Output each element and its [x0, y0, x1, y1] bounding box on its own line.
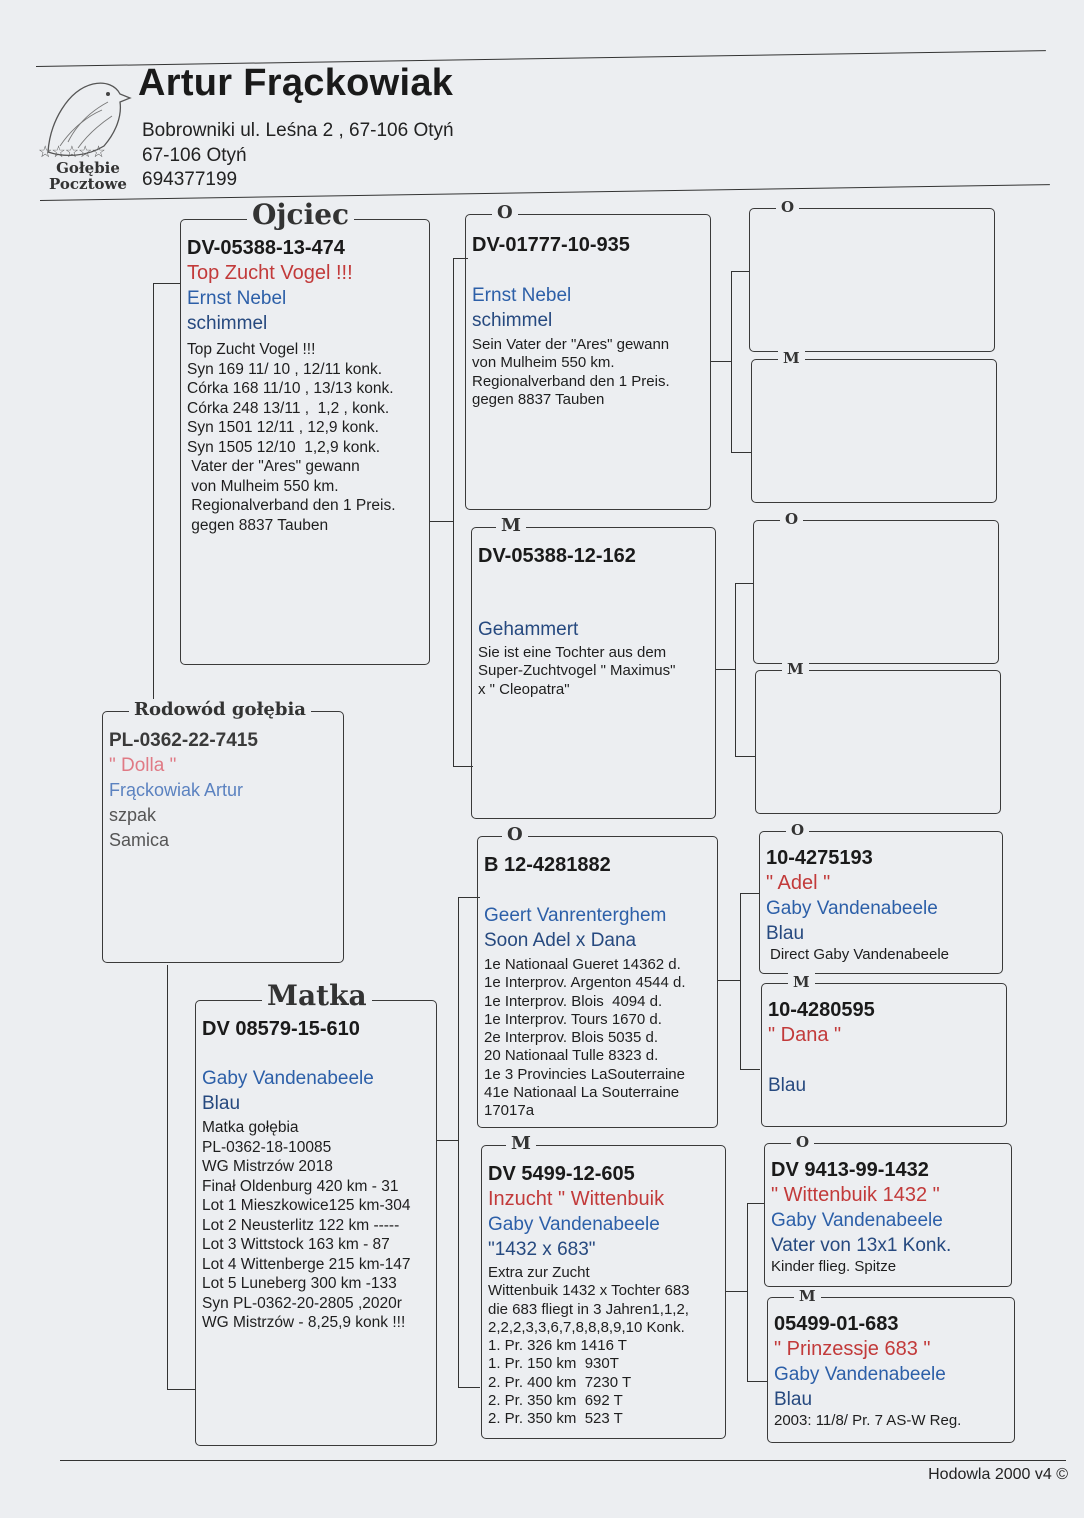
breeder-name: Artur Frąckowiak — [138, 62, 454, 104]
subject-name: " Dolla " — [109, 755, 177, 776]
mmf-label: O — [791, 1133, 814, 1151]
logo-text-line-2: Pocztowe — [49, 175, 127, 193]
mmf-ring: DV 9413-99-1432 — [771, 1159, 929, 1181]
subject-box — [102, 699, 344, 963]
fm-notes: Sie ist eine Tochter aus dem Super-Zuchtvogel " Maximus" x " Cleopatra" — [478, 644, 676, 698]
subject-sex: Samica — [109, 830, 170, 850]
mf-notes: 1e Nationaal Gueret 14362 d. 1e Interprov. Argenton 4544 d. 1e Interprov. Blois 4094 d. 1e Interprov. Tours 1670 d. 2e Interprov. Blois 5035 d. 20 Nationaal Tulle 8323 d. 1e 3 Provincies LaSouterraine 41e Nationaal La Souterraine 17017a — [484, 956, 686, 1120]
mmm-notes: 2003: 11/8/ Pr. 7 AS-W Reg. — [774, 1412, 962, 1429]
mmf-box — [764, 1133, 1012, 1287]
connector — [731, 271, 732, 452]
connector — [718, 980, 740, 981]
fm-box — [471, 515, 716, 819]
breeder-address: Bobrowniki ul. Leśna 2 , 67-106 Otyń — [142, 120, 454, 141]
father-color: schimmel — [187, 313, 268, 334]
connector — [735, 583, 753, 584]
connector — [437, 1140, 458, 1141]
mmm-box — [767, 1287, 1015, 1443]
mmf-notes: Kinder flieg. Spitze — [771, 1258, 897, 1275]
mmm-color: Blau — [774, 1389, 813, 1410]
connector — [747, 1203, 748, 1381]
connector — [716, 669, 735, 670]
connector — [167, 965, 168, 1389]
subject-ring: PL-0362-22-7415 — [109, 730, 258, 751]
mf-ring: B 12-4281882 — [484, 854, 611, 876]
fff-box — [749, 198, 995, 352]
connector — [458, 897, 459, 1387]
fmf-box — [753, 510, 999, 664]
connector — [711, 361, 731, 362]
mm-breeder: Gaby Vandenabeele — [488, 1214, 660, 1235]
fmm-box — [755, 660, 1001, 814]
mff-box — [759, 821, 1003, 974]
stars-icon: ☆☆☆☆☆ — [38, 144, 105, 161]
connector — [458, 1387, 480, 1388]
father-name: Top Zucht Vogel !!! — [187, 262, 353, 284]
connector — [430, 521, 453, 522]
subject-color: szpak — [109, 805, 157, 825]
father-box — [180, 198, 430, 665]
connector — [725, 1291, 747, 1292]
mmm-ring: 05499-01-683 — [774, 1313, 899, 1335]
connector — [453, 258, 454, 766]
father-ring: DV-05388-13-474 — [187, 237, 345, 259]
mfm-ring: 10-4280595 — [768, 999, 875, 1021]
ff-breeder: Ernst Nebel — [472, 285, 572, 306]
ffm-label: M — [778, 349, 805, 367]
fm-ring: DV-05388-12-162 — [478, 545, 636, 567]
fm-color: Gehammert — [478, 619, 579, 640]
mother-color: Blau — [202, 1093, 241, 1114]
connector — [740, 893, 741, 1069]
fff-label: O — [776, 198, 799, 216]
mfm-label: M — [788, 973, 815, 991]
subject-breeder: Frąckowiak Artur — [109, 780, 244, 800]
ff-ring: DV-01777-10-935 — [472, 234, 630, 256]
mm-box — [481, 1133, 726, 1439]
ff-color: schimmel — [472, 310, 553, 331]
mother-box — [195, 979, 437, 1446]
mfm-color: Blau — [768, 1075, 807, 1096]
father-notes: Top Zucht Vogel !!! Syn 169 11/ 10 , 12/11 konk. Córka 168 11/10 , 13/13 konk. Córka 248 13/11 , 1,2 , konk. Syn 1501 12/11 , 12,9 konk. Syn 1505 12/10 1,2,9 konk. Vater der "Ares" gewann von Mulheim 550 km. Regionalverband den 1 Preis. gegen 8837 Tauben — [187, 341, 396, 534]
connector — [740, 1069, 760, 1070]
mff-color: Blau — [766, 923, 805, 944]
breeder-phone: 694377199 — [142, 169, 238, 190]
mother-breeder: Gaby Vandenabeele — [202, 1068, 374, 1089]
connector — [153, 283, 180, 284]
connector — [747, 1381, 767, 1382]
connector — [167, 1389, 195, 1390]
mf-box — [477, 824, 718, 1128]
fmm-label: M — [782, 660, 809, 678]
mmm-label: M — [794, 1287, 821, 1305]
mff-name: " Adel " — [766, 872, 831, 894]
breeder-city: 67-106 Otyń — [142, 145, 247, 166]
mff-notes: Direct Gaby Vandenabeele — [770, 946, 950, 963]
mf-breeder: Geert Vanrenterghem — [484, 905, 667, 926]
mother-ring: DV 08579-15-610 — [202, 1018, 360, 1040]
mm-color: "1432 x 683" — [488, 1239, 596, 1260]
connector — [731, 452, 751, 453]
mff-breeder: Gaby Vandenabeele — [766, 898, 938, 919]
connector — [735, 756, 755, 757]
logo-text — [38, 160, 138, 192]
ff-label: O — [492, 202, 518, 223]
ff-notes: Sein Vater der "Ares" gewann von Mulheim 550 km. Regionalverband den 1 Preis. gegen 8837 Tauben — [472, 336, 670, 408]
mmf-name: " Wittenbuik 1432 " — [771, 1184, 940, 1206]
subject-label: Rodowód gołębia — [129, 699, 311, 720]
mother-notes: Matka gołębia PL-0362-18-10085 WG Mistrzów 2018 Finał Oldenburg 420 km - 31 Lot 1 Mieszkowice125 km-304 Lot 2 Neusterlitz 122 km ----- Lot 3 Wittstock 163 km - 87 Lot 4 Wittenberge 215 km-147 Lot 5 Luneberg 300 km -133 Syn PL-0362-20-2805 ,2020r WG Mistrzów - 8,25,9 konk !!! — [202, 1119, 411, 1331]
fmf-label: O — [780, 510, 803, 528]
mmm-name: " Prinzessje 683 " — [774, 1338, 931, 1360]
mm-label: M — [506, 1133, 536, 1154]
bottom-rule — [60, 1460, 1066, 1461]
mf-color: Soon Adel x Dana — [484, 930, 637, 951]
mmf-breeder: Gaby Vandenabeele — [771, 1210, 943, 1231]
connector — [747, 1203, 764, 1204]
mmm-breeder: Gaby Vandenabeele — [774, 1364, 946, 1385]
mm-notes: Extra zur Zucht Wittenbuik 1432 x Tochter 683 die 683 fliegt in 3 Jahren1,1,2, 2,2,2,3,3,6,7,8,8,8,9,10 Konk. 1. Pr. 326 km 1416 T 1. Pr. 150 km 930T 2. Pr. 400 km 7230 T 2. Pr. 350 km 692 T 2. Pr. 350 km 523 T — [488, 1264, 690, 1428]
mm-ring: DV 5499-12-605 — [488, 1163, 635, 1185]
footer-credit: Hodowla 2000 v4 © — [928, 1466, 1068, 1483]
mfm-name: " Dana " — [768, 1024, 842, 1046]
connector — [735, 583, 736, 756]
mff-ring: 10-4275193 — [766, 847, 873, 869]
mm-name: Inzucht " Wittenbuik — [488, 1188, 665, 1210]
mf-label: O — [502, 824, 528, 845]
mmf-color: Vater von 13x1 Konk. — [771, 1235, 952, 1256]
mother-label: Matka — [262, 979, 372, 1012]
mfm-box — [761, 973, 1007, 1127]
connector — [740, 893, 759, 894]
connector — [731, 271, 749, 272]
father-breeder: Ernst Nebel — [187, 288, 287, 309]
ffm-box — [751, 349, 997, 503]
fm-label: M — [496, 515, 526, 536]
mff-label: O — [786, 821, 809, 839]
father-label: Ojciec — [247, 198, 354, 231]
connector — [453, 766, 473, 767]
logo-text-line-1: Gołębie — [56, 159, 120, 177]
ff-box — [465, 202, 711, 510]
connector — [153, 283, 154, 711]
